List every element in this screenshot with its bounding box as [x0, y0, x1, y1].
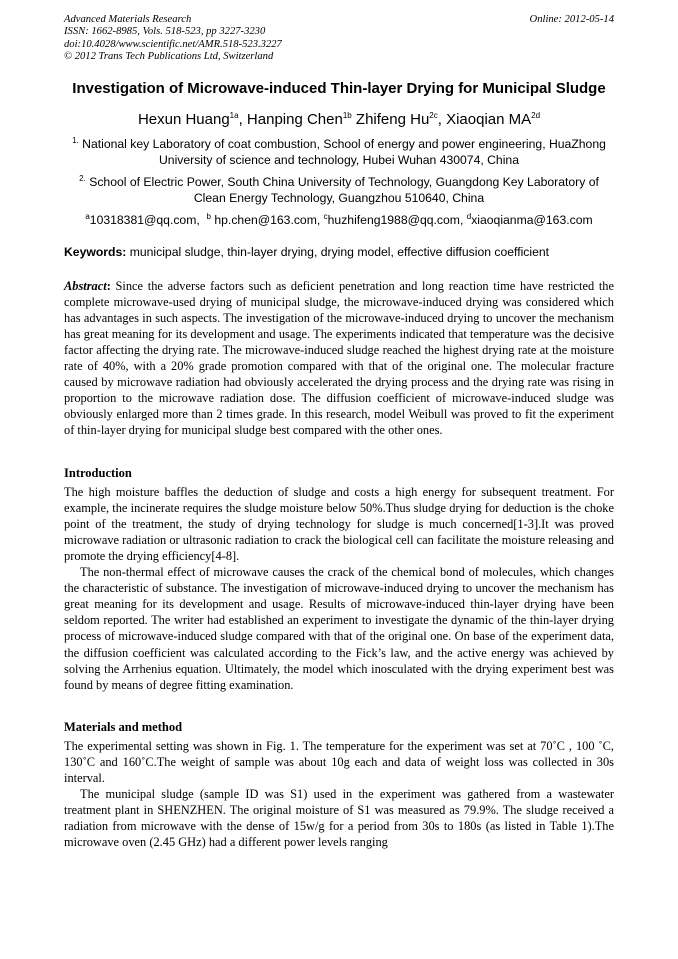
paragraph: The municipal sludge (sample ID was S1) used in the experiment was gathered from a wastewater treatment plant in SHENZHEN. The original moisture of S1 was measured as 79.9%. The sludge received a radiation from microwave with the dense of 15w/g for a period from 30s to 180s (as listed in Table 1).The microwave oven (2.45 GHz) had a different power levels ranging: [64, 787, 614, 850]
affiliation-marker: 1.: [72, 135, 79, 145]
email-address[interactable]: hp.chen@163.com,: [214, 212, 321, 227]
affiliation-2: [64, 174, 614, 206]
email-address[interactable]: huzhifeng1988@qq.com,: [327, 212, 464, 227]
online-date: Online: 2012-05-14: [529, 14, 614, 25]
journal-doi: doi:10.4028/www.scientific.net/AMR.518-523.3227: [64, 38, 282, 50]
journal-header: [64, 14, 614, 64]
journal-issn: ISSN: 1662-8985, Vols. 518-523, pp 3227-3230: [64, 26, 266, 38]
email-marker: a: [85, 211, 90, 221]
journal-copyright: © 2012 Trans Tech Publications Ltd, Switzerland: [64, 51, 274, 63]
affiliation-text: National key Laboratory of coat combustion, School of energy and power engineering, HuaZhong University of science and technology, Hubei Wuhan 430074, China: [82, 136, 606, 167]
affiliation-1: [64, 136, 614, 168]
email-marker: c: [323, 211, 328, 221]
abstract-label: Abstract:: [64, 278, 111, 293]
paper-page: [64, 14, 614, 850]
email-address[interactable]: xiaoqianma@163.com: [471, 212, 593, 227]
paragraph: The high moisture baffles the deduction of sludge and costs a high energy for subsequent treatment. For example, the incinerate requires the sludge moisture below 50%.Thus sludge drying for deduction is the choke point of the treatment, the study of drying technology for sludge is much concerned[1-3].It was proved microwave radiation or ultrasonic radiation to crack the biological cell can facilitate the moisture releasing and promote the drying efficiency[4-8].: [64, 484, 614, 563]
materials-section: [64, 719, 614, 851]
paper-title: Investigation of Microwave-induced Thin-layer Drying for Municipal Sludge: [72, 79, 606, 97]
abstract: [64, 278, 614, 439]
paragraph: The non-thermal effect of microwave causes the crack of the chemical bond of molecules, which changes the characteristic of substance. The investigation of microwave-induced drying to uncover the mechanism has great meaning for its development and usage. Results of microwave-induced thin-layer drying have been seldom reported. The writer had established an experiment to investigate the dynamic of the thin-layer drying process of microwave-induced sludge compared with that of the original one. On base of the experiment data, the diffusion coefficient was calculated according to the Fick’s law, and the active energy was achieved by solving the Arrhenius equation. Ultimately, the model which inosculated with the drying experiment best was found by means of degree fitting examination.: [64, 565, 614, 692]
author-superscript: 1b: [342, 110, 352, 120]
author-superscript: 2d: [531, 110, 541, 120]
keywords: [64, 244, 614, 260]
email-list: [64, 212, 614, 228]
author-separator: ,: [238, 110, 247, 128]
author-name: Hexun Huang: [137, 110, 230, 128]
paragraph: The experimental setting was shown in Fig. 1. The temperature for the experiment was set at 70˚C , 100 ˚C, 130˚C and 160˚C.The weight of sample was about 10g each and data of weight loss was collected in 30s interval.: [64, 738, 614, 785]
journal-name: Advanced Materials Research: [64, 14, 192, 25]
keywords-label: Keywords:: [64, 244, 127, 259]
section-heading: Introduction: [64, 465, 132, 480]
introduction-section: [64, 465, 614, 693]
author-list: [64, 110, 614, 130]
author-name: Hanping Chen: [246, 110, 343, 128]
email-marker: b: [206, 211, 211, 221]
affiliation-marker: 2.: [79, 173, 86, 183]
keywords-text: municipal sludge, thin-layer drying, drying model, effective diffusion coefficient: [129, 244, 550, 259]
affiliation-text: School of Electric Power, South China University of Technology, Guangdong Key Laboratory of Clean Energy Technology, Guangzhou 510640, China: [89, 174, 599, 205]
section-heading: Materials and method: [64, 719, 183, 734]
author-name: Xiaoqian MA: [446, 110, 532, 128]
abstract-text: Since the adverse factors such as deficient penetration and long reaction time have restricted the complete microwave-used drying of municipal sludge, the microwave-induced drying was considered which has advantages in such aspects. The investigation of the microwave-induced drying to uncover the mechanism has great meaning for its development and usage. The experiments indicated that temperature was the decisive factor affecting the drying rate. The microwave-induced sludge reached the highest drying rate at the moisture rate of 40%, with a 20% grade promotion compared with that of the original one. The molecular fracture caused by microwave radiation had obviously accelerated the drying process and the drying rate was rising in proportion to the microwave radiation dose. The diffusion coefficient of microwave-induced sludge was obviously enlarged more than 2 times grade. In this research, model Weibull was proved to fit the experiment of thin-layer drying for municipal sludge best compared with the other ones.: [64, 278, 614, 438]
author-superscript: 1a: [229, 110, 239, 120]
author-name: Zhifeng Hu: [355, 110, 430, 128]
author-superscript: 2c: [429, 110, 438, 120]
email-address[interactable]: 10318381@qq.com,: [89, 212, 200, 227]
email-marker: d: [466, 211, 472, 221]
author-separator: ,: [437, 110, 447, 128]
